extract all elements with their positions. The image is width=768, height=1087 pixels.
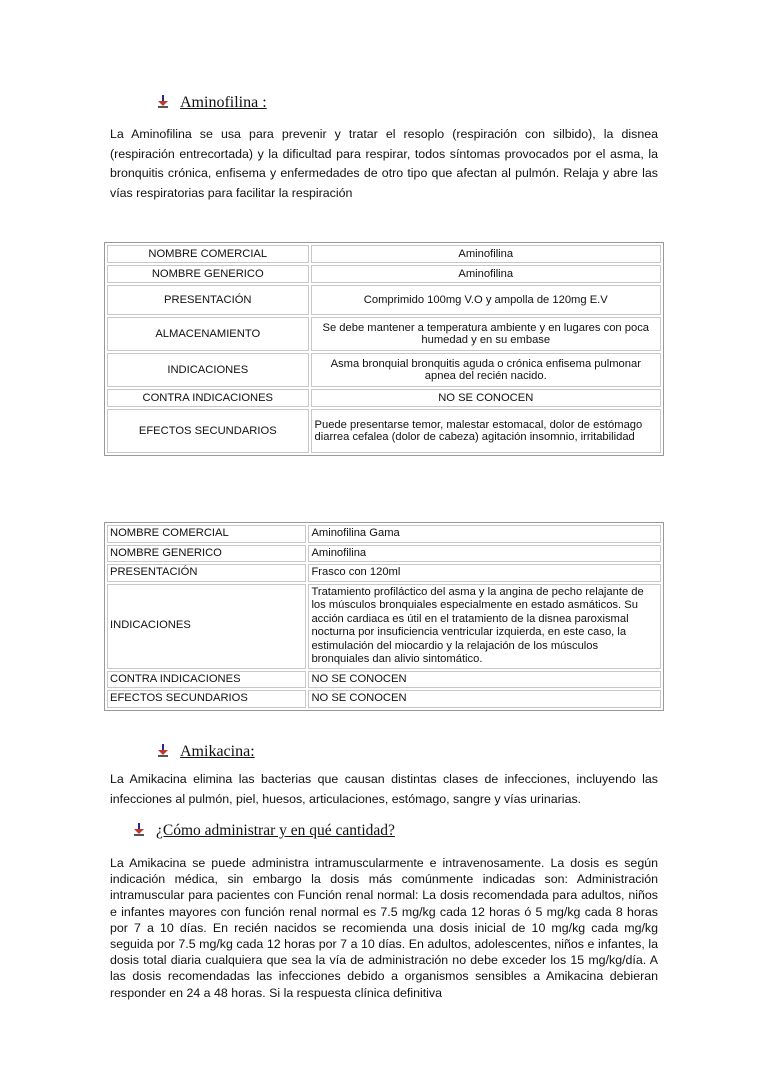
row-label: CONTRA INDICACIONES	[107, 671, 306, 689]
row-label: PRESENTACIÓN	[107, 285, 309, 315]
table-row	[107, 353, 661, 387]
bullet-arrow-icon	[132, 823, 146, 837]
section-heading-aminofilina: Aminofilina :	[180, 94, 267, 111]
row-value: Se debe mantener a temperatura ambiente y en lugares con poca humedad y en su embase	[311, 317, 661, 351]
row-value: Comprimido 100mg V.O y ampolla de 120mg E.V	[311, 285, 661, 315]
aminofilina-description: La Aminofilina se usa para prevenir y tratar el resoplo (respiración con silbido), la disnea (respiración entrecortada) y la dificultad para respirar, todos síntomas provocados por el asma, la bronquitis crónica, enfisema y enfermedades de otro tipo que afectan al pulmón. Relaja y abre las vías respiratorias para facilitar la respiración	[110, 127, 658, 200]
aminofilina-table-1	[104, 242, 664, 456]
section-heading-amikacina: Amikacina:	[180, 743, 255, 760]
subheading-dosage: ¿Cómo administrar y en qué cantidad?	[156, 822, 395, 839]
table-row	[107, 317, 661, 351]
table-row	[107, 584, 661, 669]
row-value: Tratamiento profiláctico del asma y la angina de pecho relajante de los músculos bronquiales especialmente en estado asmáticos. Su acción cardiaca es útil en el tratamiento de la disnea paroxismal nocturna por insuficiencia ventricular izquierda, en este caso, la estimulación del miocardio y la relajación de los músculos bronquiales dan alivio sintomático.	[308, 584, 661, 669]
row-label: INDICACIONES	[107, 584, 306, 669]
row-value: Aminofilina Gama	[308, 525, 661, 543]
table-row	[107, 285, 661, 315]
bullet-arrow-icon	[156, 744, 170, 758]
table-row	[107, 671, 661, 689]
amikacina-description: La Amikacina elimina las bacterias que causan distintas clases de infecciones, incluyendo las infecciones al pulmón, piel, huesos, articulaciones, estómago, sangre y vías urinarias.	[110, 772, 658, 806]
amikacina-dosage: La Amikacina se puede administra intramuscularmente e intravenosamente. La dosis es según indicación médica, sin embargo la dosis más comúnmente indicadas son: Administración intramuscular para pacientes con Función renal normal: La dosis recomendada para adultos, niños e infantes mayores con función renal normal es 7.5 mg/kg cada 12 horas ó 5 mg/kg cada 8 horas por 7 a 10 días. En recién nacidos se recomienda una dosis inicial de 10 mg/kg cada mg/kg seguida por 7.5 mg/kg cada 12 horas por 7 a 10 días. En adultos, adolescentes, niños e infantes, la dosis total diaria cualquiera que sea la vía de administración no debe exceder los 15 mg/kg/día. A las dosis recomendadas las infecciones debido a organismos sensibles a Amikacina debieran responder en 24 a 48 horas. Si la respuesta clínica definitiva	[110, 856, 658, 1000]
row-value: Aminofilina	[311, 245, 661, 263]
row-label: INDICACIONES	[107, 353, 309, 387]
row-value: Aminofilina	[308, 545, 661, 563]
table-row	[107, 409, 661, 453]
table-row	[107, 525, 661, 543]
row-value: Asma bronquial bronquitis aguda o crónica enfisema pulmonar apnea del recién nacido.	[311, 353, 661, 387]
row-label: NOMBRE COMERCIAL	[107, 525, 306, 543]
row-value: Aminofilina	[311, 265, 661, 283]
row-label: NOMBRE GENERICO	[107, 545, 306, 563]
row-label: NOMBRE GENERICO	[107, 265, 309, 283]
bullet-arrow-icon	[156, 95, 170, 109]
aminofilina-table-2	[104, 522, 664, 711]
row-label: PRESENTACIÓN	[107, 564, 306, 582]
row-label: ALMACENAMIENTO	[107, 317, 309, 351]
table-row	[107, 545, 661, 563]
row-value: Puede presentarse temor, malestar estomacal, dolor de estómago diarrea cefalea (dolor de cabeza) agitación insomnio, irritabilidad	[311, 409, 661, 453]
row-label: EFECTOS SECUNDARIOS	[107, 690, 306, 708]
row-label: NOMBRE COMERCIAL	[107, 245, 309, 263]
row-value: NO SE CONOCEN	[308, 671, 661, 689]
row-label: EFECTOS SECUNDARIOS	[107, 409, 309, 453]
row-value: NO SE CONOCEN	[311, 389, 661, 407]
table-row	[107, 389, 661, 407]
table-row	[107, 265, 661, 283]
row-label: CONTRA INDICACIONES	[107, 389, 309, 407]
table-row	[107, 690, 661, 708]
table-row	[107, 245, 661, 263]
row-value: NO SE CONOCEN	[308, 690, 661, 708]
table-row	[107, 564, 661, 582]
row-value: Frasco con 120ml	[308, 564, 661, 582]
